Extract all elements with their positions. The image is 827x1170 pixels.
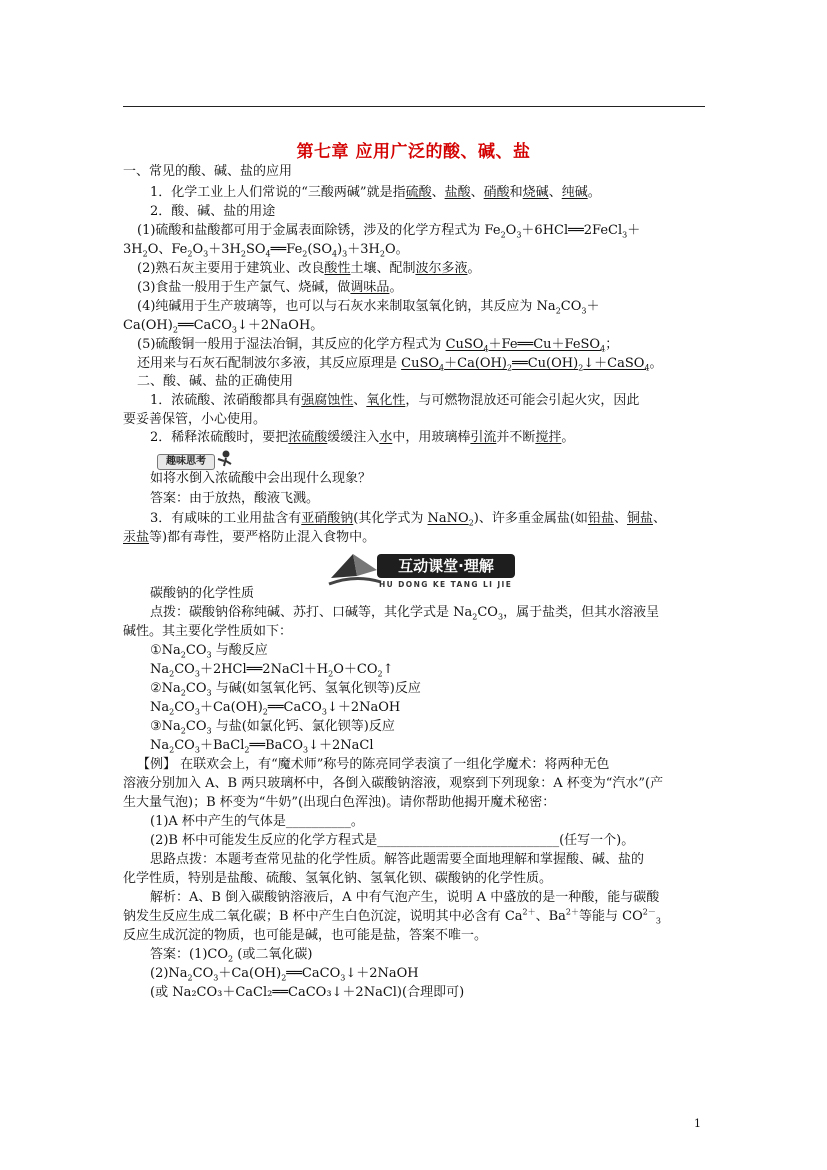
analysis-1: 解析：A、B 倒入碳酸钠溶液后，A 中有气泡产生，说明 A 中盛放的是一种酸，能与碳酸 [150,890,660,905]
example-1c: 生大量气泡)；B 杯变为“牛奶”(出现白色浑浊)。请你帮助他揭开魔术秘密： [123,795,556,810]
property-2: $②Na_2CO_3$ 与碱(如氢氧化钙、氢氧化钡等)反应 [150,681,421,698]
equation-2: $Na_2CO_3+Ca(OH)_2══CaCO_3↓+2NaOH$ [150,700,401,717]
banner-pinyin: HU DONG KE TANG LI JIE [379,580,513,589]
hint-1: 点拨：碳酸钠俗称纯碱、苏打、口碱等，其化学式是 $Na_2CO_3$，属于盐类，但其水溶液呈 [150,605,660,622]
page-number: 1 [694,1117,701,1130]
thinking-figure-icon [214,449,234,469]
example-q1: (1)A 杯中产生的气体是__________。 [150,814,364,829]
paragraph-3b: $3H_2O$、$Fe_2O_3+3H_2SO_4══Fe_2(SO_4)_3+3H_2O$。 [123,242,409,259]
banner-title: 互动课堂·理解 [377,554,515,578]
hint-1b: 碱性。其主要化学性质如下： [123,624,293,639]
chapter-title: 第七章 应用广泛的酸、碱、盐 [296,142,531,162]
approach-1: 思路点拨：本题考查常见盐的化学性质。解答此题需要全面地理解和掌握酸、碱、盐的 [150,852,645,867]
paragraph-8b: 要妥善保管，小心使用。 [123,412,267,427]
example-1: 【例】 在联欢会上，有“魔术师”称号的陈亮同学表演了一组化学魔术：将两种无色 [137,757,610,772]
paragraph-10: 3．有咸味的工业用盐含有亚硝酸钠(其化学式为 NaNO$_2$)、许多重金属盐(如铅盐、铜盐、 [150,511,666,528]
answer-text: 答案：由于放热，酸液飞溅。 [150,491,320,506]
equation-1: $Na_2CO_3+2HCl══2NaCl+H_2O+CO_2↑$ [150,662,394,679]
paragraph-2: 2．酸、碱、盐的用途 [150,204,276,219]
paragraph-4: (2)熟石灰主要用于建筑业、改良酸性土壤、配制波尔多液。 [137,261,481,276]
answer-2: $(2)Na_2CO_3+Ca(OH)_2══CaCO_3↓+2NaOH$ [150,966,419,983]
paragraph-8: 1．浓硫酸、浓硝酸都具有强腐蚀性、氧化性，与可燃物混放还可能会引起火灾，因此 [150,393,640,408]
paragraph-3: (1)硫酸和盐酸都可用于金属表面除锈，涉及的化学方程式为 $Fe_2O_3+6HCl══2FeCl_3+$ [137,223,641,240]
answer-3: (或 Na₂CO₃＋CaCl₂══CaCO₃↓＋2NaCl)(合理即可) [150,985,465,1000]
fun-thinking-badge: 趣味思考 [157,454,215,470]
equation-3: $Na_2CO_3+BaCl_2══BaCO_3↓+2NaCl$ [150,738,374,755]
example-q2: (2)B 杯中可能发生反应的化学方程式是____________________________(任写一个)。 [150,833,635,848]
paragraph-7b: 还用来与石灰石配制波尔多液，其反应原理是 $CuSO_4+Ca(OH)_2══Cu(OH)_2↓+CaSO_4$。 [137,356,663,373]
analysis-1c: 反应生成沉淀的物质，也可能是碱，也可能是盐，答案不唯一。 [123,928,488,943]
paragraph-5: (3)食盐一般用于生产氯气、烧碱，做调味品。 [137,280,403,295]
section-heading-1: 一、常见的酸、碱、盐的应用 [123,164,293,179]
paragraph-6: (4)纯碱用于生产玻璃等，也可以与石灰水来制取氢氧化钠，其反应为 $Na_2CO_3+$ [137,299,600,316]
topic-heading: 碳酸钠的化学性质 [150,586,255,601]
paragraph-9: 2．稀释浓硫酸时，要把浓硫酸缓缓注入水中，用玻璃棒引流并不断搅拌。 [150,430,575,445]
example-1b: 溶液分别加入 A、B 两只玻璃杯中，各倒入碳酸钠溶液，观察到下列现象：A 杯变为“汽水”(产 [123,776,664,791]
approach-1b: 化学性质，特别是盐酸、硫酸、氢氧化钠、氢氧化钡、碳酸钠的化学性质。 [123,871,553,886]
property-1: $①Na_2CO_3$ 与酸反应 [150,643,268,660]
paragraph-7: (5)硫酸铜一般用于湿法冶铜，其反应的化学方程式为 CuSO$_4$＋Fe══Cu＋FeSO$_4$； [137,337,619,354]
paragraph-6b: $Ca(OH)_2══CaCO_3↓+2NaOH$。 [123,318,324,335]
answer-1: 答案：$(1)CO_2$ (或二氧化碳) [150,947,313,964]
property-3: $③Na_2CO_3$ 与盐(如氯化钙、氯化钡等)反应 [150,719,395,736]
section-heading-2: 二、酸、碱、盐的正确使用 [137,374,294,389]
paragraph-1: 1．化学工业上人们常说的“三酸两碱”就是指硫酸、盐酸、硝酸和烧碱、纯碱。 [150,185,601,200]
question-text: 如将水倒入浓硫酸中会出现什么现象？ [150,471,372,486]
header-rule [123,106,705,107]
paragraph-10b: 汞盐等)都有毒性，要严格防止混入食物中。 [123,530,376,545]
analysis-1b: 钠发生反应生成二氧化碳；B 杯中产生白色沉淀，说明其中必含有 $Ca^{2+}$、$Ba^{2+}$等能与 $CO^{2-}_3$ [123,907,661,926]
